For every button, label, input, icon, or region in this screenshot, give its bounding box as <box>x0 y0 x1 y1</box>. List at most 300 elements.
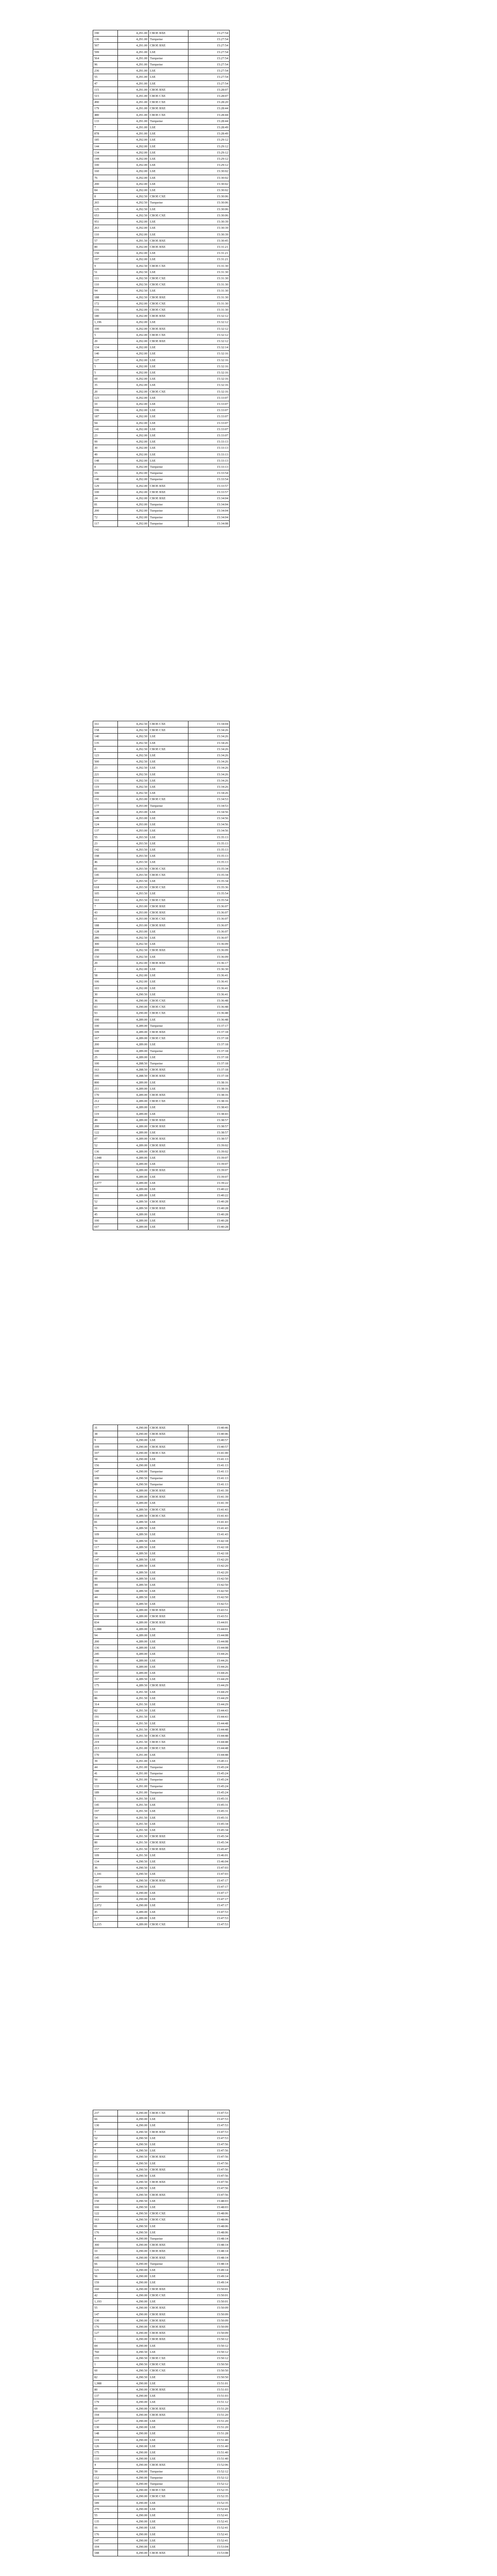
table-row <box>93 1450 230 1456</box>
volume-cell: 128 <box>93 928 118 935</box>
time-cell: 15:44:26 <box>188 1651 230 1657</box>
table-row <box>93 439 230 445</box>
table-row <box>93 162 230 168</box>
price-cell: 4,292.00 <box>117 181 148 187</box>
volume-cell: 10 <box>93 2248 118 2255</box>
venue-cell: LSE <box>149 1865 188 1871</box>
volume-cell: 109 <box>93 1444 118 1450</box>
volume-cell: 119 <box>93 1111 118 1117</box>
volume-cell: 188 <box>93 294 118 300</box>
price-cell: 4,292.00 <box>117 439 148 445</box>
table-row <box>93 1601 230 1607</box>
venue-cell: LSE <box>149 1795 188 1802</box>
price-cell: 4,290.00 <box>117 2481 148 2487</box>
price-cell: 4,290.00 <box>117 2110 148 2116</box>
venue-cell: Turquoise <box>149 62 188 68</box>
venue-cell: CBOE CXE <box>149 2211 188 2217</box>
time-cell: 15:35:34 <box>188 878 230 885</box>
table-row <box>93 1915 230 1921</box>
table-row <box>93 1701 230 1707</box>
time-cell: 15:50:01 <box>188 2292 230 2298</box>
venue-cell: LSE <box>149 1588 188 1595</box>
venue-cell: Turquoise <box>149 118 188 124</box>
table-row <box>93 2255 230 2261</box>
price-cell: 4,289.50 <box>117 1563 148 1569</box>
table-row <box>93 420 230 426</box>
table-row <box>93 1783 230 1789</box>
table-row <box>93 753 230 759</box>
volume-cell: 43 <box>93 910 118 916</box>
venue-cell: CBOE BXE <box>149 313 188 319</box>
time-cell: 15:32:14 <box>188 345 230 351</box>
volume-cell: 82 <box>93 2374 118 2380</box>
time-cell: 15:32:16 <box>188 388 230 395</box>
volume-cell: 90 <box>93 2185 118 2192</box>
price-cell: 4,292.00 <box>117 483 148 489</box>
price-cell: 4,290.50 <box>117 2217 148 2223</box>
price-cell: 4,291.50 <box>117 1852 148 1858</box>
table-row <box>93 2349 230 2355</box>
table-row <box>93 188 230 194</box>
volume-cell: 30 <box>93 445 118 451</box>
price-cell: 4,290.50 <box>117 1475 148 1481</box>
table-row <box>93 2425 230 2431</box>
venue-cell: CBOE CXE <box>149 2494 188 2500</box>
time-cell: 15:30:06 <box>188 206 230 212</box>
venue-cell: CBOE CXE <box>149 1733 188 1739</box>
table-row <box>93 2500 230 2506</box>
venue-cell: CBOE BXE <box>149 2305 188 2311</box>
price-cell: 4,290.50 <box>117 2229 148 2235</box>
volume-cell: 5 <box>93 363 118 369</box>
venue-cell: LSE <box>149 2393 188 2399</box>
table-row <box>93 1538 230 1544</box>
time-cell: 15:33:54 <box>188 470 230 477</box>
table-row <box>93 1840 230 1846</box>
volume-cell: 129 <box>93 483 118 489</box>
table-row <box>93 2292 230 2298</box>
price-cell: 4,291.00 <box>117 80 148 87</box>
table-row <box>93 1689 230 1695</box>
venue-cell: LSE <box>149 2173 188 2179</box>
volume-cell: 84 <box>93 188 118 194</box>
price-cell: 4,291.50 <box>117 1834 148 1840</box>
venue-cell: CBOE CXE <box>149 727 188 734</box>
venue-cell: LSE <box>149 1456 188 1463</box>
volume-cell: 185 <box>93 137 118 143</box>
table-row <box>93 1506 230 1513</box>
time-cell: 15:45:24 <box>188 1789 230 1795</box>
time-cell: 15:29:12 <box>188 137 230 143</box>
volume-cell: 150 <box>93 2198 118 2204</box>
venue-cell: LSE <box>149 1519 188 1526</box>
price-cell: 4,290.00 <box>117 2456 148 2462</box>
price-cell: 4,292.50 <box>117 777 148 784</box>
volume-cell: 190 <box>93 30 118 37</box>
time-cell: 15:40:28 <box>188 1218 230 1224</box>
time-cell: 15:45:31 <box>188 1795 230 1802</box>
time-cell: 15:47:56 <box>188 2148 230 2154</box>
volume-cell: 100 <box>93 790 118 796</box>
time-cell: 15:28:07 <box>188 87 230 93</box>
table-row <box>93 1211 230 1217</box>
table-row <box>93 1431 230 1437</box>
time-cell: 15:31:30 <box>188 288 230 294</box>
price-cell: 4,290.00 <box>117 1469 148 1475</box>
time-cell: 15:36:48 <box>188 997 230 1004</box>
venue-cell: CBOE BXE <box>149 1092 188 1098</box>
price-cell: 4,292.00 <box>117 300 148 307</box>
venue-cell: CBOE CXE <box>149 2217 188 2223</box>
table-row <box>93 496 230 502</box>
table-row <box>93 1475 230 1481</box>
volume-cell: 157 <box>93 1896 118 1903</box>
venue-cell: LSE <box>149 80 188 87</box>
time-cell: 15:47:17 <box>188 1896 230 1903</box>
table-row <box>93 935 230 941</box>
volume-cell: 105 <box>93 891 118 897</box>
table-row <box>93 2242 230 2248</box>
time-cell: 15:34:26 <box>188 753 230 759</box>
time-cell: 15:47:17 <box>188 1884 230 1890</box>
price-cell: 4,290.00 <box>117 2550 148 2556</box>
venue-cell: LSE <box>149 834 188 840</box>
time-cell: 15:39:22 <box>188 1180 230 1186</box>
venue-cell: LSE <box>149 1105 188 1111</box>
volume-cell: 126 <box>93 2443 118 2449</box>
venue-cell: CBOE BXE <box>149 1199 188 1205</box>
volume-cell: 188 <box>93 2550 118 2556</box>
volume-cell: 760 <box>93 2349 118 2355</box>
venue-cell: LSE <box>149 2274 188 2280</box>
venue-cell: LSE <box>149 2513 188 2519</box>
price-cell: 4,290.00 <box>117 2544 148 2550</box>
table-row <box>93 1526 230 1532</box>
time-cell: 15:27:54 <box>188 55 230 61</box>
volume-cell: 60 <box>93 376 118 382</box>
volume-cell: 515 <box>93 93 118 99</box>
venue-cell: Turquoise <box>149 1777 188 1783</box>
venue-cell: LSE <box>149 928 188 935</box>
table-row <box>93 470 230 477</box>
table-row <box>93 451 230 457</box>
table-row <box>93 991 230 997</box>
table-row <box>93 2393 230 2399</box>
volume-cell: 109 <box>93 1852 118 1858</box>
price-cell: 4,292.50 <box>117 282 148 288</box>
time-cell: 15:47:56 <box>188 2154 230 2160</box>
table-row <box>93 175 230 181</box>
price-cell: 4,289.50 <box>117 1595 148 1601</box>
venue-cell: LSE <box>149 369 188 376</box>
venue-cell: LSE <box>149 1758 188 1764</box>
time-cell: 15:53:04 <box>188 2544 230 2550</box>
price-cell: 4,292.00 <box>117 477 148 483</box>
time-cell: 15:34:26 <box>188 759 230 765</box>
venue-cell: CBOE CXE <box>149 746 188 752</box>
volume-cell: 60 <box>93 1205 118 1211</box>
table-row <box>93 1557 230 1563</box>
price-cell: 4,291.00 <box>117 112 148 118</box>
volume-cell: 175 <box>93 2449 118 2455</box>
venue-cell: CBOE BXE <box>149 947 188 954</box>
volume-cell: 123 <box>93 395 118 401</box>
time-cell: 15:42:18 <box>188 1551 230 1557</box>
venue-cell: LSE <box>149 1557 188 1563</box>
time-cell: 15:39:02 <box>188 1142 230 1148</box>
volume-cell: 134 <box>93 345 118 351</box>
volume-cell: 187 <box>93 2481 118 2487</box>
volume-cell: 133 <box>93 118 118 124</box>
venue-cell: LSE <box>149 2537 188 2544</box>
venue-cell: Turquoise <box>149 2475 188 2481</box>
table-row <box>93 2343 230 2349</box>
time-cell: 15:52:41 <box>188 2531 230 2537</box>
time-cell: 15:42:50 <box>188 1588 230 1595</box>
volume-cell: 117 <box>93 1105 118 1111</box>
price-cell: 4,290.00 <box>117 2299 148 2305</box>
venue-cell: LSE <box>149 1575 188 1582</box>
venue-cell: LSE <box>149 1752 188 1758</box>
venue-cell: CBOE BXE <box>149 2154 188 2160</box>
table-row <box>93 859 230 866</box>
table-row <box>93 1437 230 1444</box>
volume-cell: 52 <box>93 1199 118 1205</box>
time-cell: 15:44:43 <box>188 1708 230 1714</box>
time-cell: 15:30:06 <box>188 200 230 206</box>
table-row <box>93 1764 230 1770</box>
time-cell: 15:52:41 <box>188 2513 230 2519</box>
volume-cell: 133 <box>93 2173 118 2179</box>
volume-cell: 100 <box>93 489 118 495</box>
volume-cell: 147 <box>93 1557 118 1563</box>
venue-cell: Turquoise <box>149 55 188 61</box>
volume-cell: 245 <box>93 1651 118 1657</box>
venue-cell: LSE <box>149 753 188 759</box>
volume-cell: 51 <box>93 269 118 275</box>
table-row <box>93 2286 230 2292</box>
volume-cell: 159 <box>93 2280 118 2286</box>
time-cell: 15:36:07 <box>188 928 230 935</box>
venue-cell: Turquoise <box>149 470 188 477</box>
table-row <box>93 294 230 300</box>
venue-cell: CBOE BXE <box>149 1840 188 1846</box>
volume-cell: 180 <box>93 313 118 319</box>
time-cell: 15:48:14 <box>188 2261 230 2267</box>
venue-cell: LSE <box>149 143 188 149</box>
time-cell: 15:30:39 <box>188 225 230 231</box>
table-row <box>93 168 230 175</box>
volume-cell: 93 <box>93 1010 118 1016</box>
venue-cell: CBOE CXE <box>149 1922 188 1928</box>
price-cell: 4,291.00 <box>117 30 148 37</box>
time-cell: 15:35:13 <box>188 840 230 846</box>
venue-cell: Turquoise <box>149 514 188 520</box>
time-cell: 15:41:13 <box>188 1463 230 1469</box>
table-row <box>93 269 230 275</box>
table-row <box>93 319 230 326</box>
table-row <box>93 1105 230 1111</box>
venue-cell: LSE <box>149 790 188 796</box>
venue-cell: LSE <box>149 1808 188 1815</box>
price-cell: 4,292.00 <box>117 414 148 420</box>
venue-cell: CBOE CXE <box>149 1004 188 1010</box>
table-row <box>93 1834 230 1840</box>
time-cell: 15:27:54 <box>188 74 230 80</box>
venue-cell: LSE <box>149 2116 188 2123</box>
volume-cell: 61 <box>93 916 118 922</box>
volume-cell: 20 <box>93 338 118 344</box>
table-row <box>93 1513 230 1519</box>
time-cell: 15:47:53 <box>188 1915 230 1921</box>
venue-cell: LSE <box>149 156 188 162</box>
price-cell: 4,293.50 <box>117 847 148 853</box>
price-cell: 4,292.50 <box>117 935 148 941</box>
time-cell: 15:38:16 <box>188 1079 230 1086</box>
table-row <box>93 250 230 257</box>
price-cell: 4,292.50 <box>117 194 148 200</box>
price-cell: 4,291.50 <box>117 1733 148 1739</box>
price-cell: 4,292.00 <box>117 457 148 464</box>
table-row <box>93 1595 230 1601</box>
volume-cell: 119 <box>93 784 118 790</box>
price-cell: 4,289.00 <box>117 1645 148 1651</box>
price-cell: 4,291.00 <box>117 74 148 80</box>
volume-cell: 179 <box>93 2399 118 2405</box>
volume-cell: 18 <box>93 1551 118 1557</box>
table-row <box>93 2525 230 2531</box>
time-cell: 15:51:40 <box>188 2437 230 2443</box>
volume-cell: 155 <box>93 2355 118 2361</box>
table-row <box>93 1739 230 1745</box>
table-row <box>93 1444 230 1450</box>
price-cell: 4,291.50 <box>117 1821 148 1827</box>
volume-cell: 2,215 <box>93 1922 118 1928</box>
time-cell: 15:47:53 <box>188 1909 230 1915</box>
venue-cell: CBOE BXE <box>149 2242 188 2248</box>
price-cell: 4,291.00 <box>117 1783 148 1789</box>
volume-cell: 13 <box>93 1689 118 1695</box>
volume-cell: 163 <box>93 1067 118 1073</box>
time-cell: 15:51:28 <box>188 2431 230 2437</box>
table-row <box>93 973 230 979</box>
price-cell: 4,289.00 <box>117 1086 148 1092</box>
volume-cell: 151 <box>93 796 118 803</box>
venue-cell: CBOE BXE <box>149 106 188 112</box>
volume-cell: 124 <box>93 822 118 828</box>
table-row <box>93 1626 230 1632</box>
time-cell: 15:27:54 <box>188 37 230 43</box>
venue-cell: CBOE CXE <box>149 99 188 106</box>
table-row <box>93 1048 230 1054</box>
volume-cell: 8 <box>93 194 118 200</box>
price-cell: 4,293.50 <box>117 891 148 897</box>
time-cell: 15:34:26 <box>188 771 230 777</box>
price-cell: 4,290.00 <box>117 1431 148 1437</box>
volume-cell: 52 <box>93 1142 118 1148</box>
price-cell: 4,290.00 <box>117 2330 148 2336</box>
time-cell: 15:45:31 <box>188 1802 230 1808</box>
table-row <box>93 816 230 822</box>
time-cell: 15:38:57 <box>188 1136 230 1142</box>
time-cell: 15:45:24 <box>188 1771 230 1777</box>
volume-cell: 84 <box>93 2343 118 2349</box>
volume-cell: 99 <box>93 439 118 445</box>
time-cell: 15:28:44 <box>188 106 230 112</box>
venue-cell: CBOE CXE <box>149 2292 188 2298</box>
venue-cell: CBOE BXE <box>149 238 188 244</box>
price-cell: 4,292.50 <box>117 759 148 765</box>
price-cell: 4,289.00 <box>117 1614 148 1620</box>
price-cell: 4,292.00 <box>117 395 148 401</box>
volume-cell: 141 <box>93 426 118 432</box>
price-cell: 4,289.50 <box>117 1575 148 1582</box>
venue-cell: LSE <box>149 426 188 432</box>
price-cell: 4,289.00 <box>117 1500 148 1506</box>
price-cell: 4,291.00 <box>117 37 148 43</box>
venue-cell: LSE <box>149 1016 188 1023</box>
time-cell: 15:28:49 <box>188 125 230 131</box>
venue-cell: LSE <box>149 816 188 822</box>
venue-cell: CBOE CXE <box>149 872 188 878</box>
time-cell: 15:52:35 <box>188 2500 230 2506</box>
time-cell: 15:44:48 <box>188 1739 230 1745</box>
time-cell: 15:36:07 <box>188 916 230 922</box>
table-row <box>93 1815 230 1821</box>
table-row <box>93 2129 230 2135</box>
time-cell: 15:47:17 <box>188 1890 230 1896</box>
venue-cell: Turquoise <box>149 1469 188 1475</box>
time-cell: 15:36:07 <box>188 935 230 941</box>
table-row <box>93 369 230 376</box>
venue-cell: LSE <box>149 1651 188 1657</box>
price-cell: 4,289.00 <box>117 1488 148 1494</box>
volume-cell: 10 <box>93 401 118 407</box>
table-row <box>93 1180 230 1186</box>
price-cell: 4,293.00 <box>117 796 148 803</box>
time-cell: 15:51:40 <box>188 2449 230 2455</box>
price-cell: 4,290.00 <box>117 2537 148 2544</box>
price-cell: 4,290.00 <box>117 2236 148 2242</box>
time-cell: 15:31:21 <box>188 250 230 257</box>
venue-cell: CBOE BXE <box>149 2336 188 2343</box>
price-cell: 4,292.00 <box>117 470 148 477</box>
venue-cell: CBOE BXE <box>149 2317 188 2324</box>
venue-cell: LSE <box>149 2437 188 2443</box>
venue-cell: CBOE BXE <box>149 2192 188 2198</box>
time-cell: 15:41:43 <box>188 1532 230 1538</box>
volume-cell: 136 <box>93 37 118 43</box>
table-row <box>93 307 230 313</box>
venue-cell: LSE <box>149 2229 188 2235</box>
volume-cell: 150 <box>93 250 118 257</box>
table-row <box>93 2311 230 2317</box>
venue-cell: Turquoise <box>149 464 188 470</box>
venue-cell: LSE <box>149 445 188 451</box>
time-cell: 15:34:53 <box>188 803 230 809</box>
price-cell: 4,290.00 <box>117 2425 148 2431</box>
time-cell: 15:36:09 <box>188 954 230 960</box>
volume-cell: 25 <box>93 1054 118 1060</box>
volume-cell: 81 <box>93 1519 118 1526</box>
table-row <box>93 727 230 734</box>
price-cell: 4,289.00 <box>117 1048 148 1054</box>
price-cell: 4,289.00 <box>117 1148 148 1155</box>
table-row <box>93 414 230 420</box>
table-row <box>93 200 230 206</box>
price-cell: 4,289.50 <box>117 1601 148 1607</box>
table-row <box>93 2368 230 2374</box>
